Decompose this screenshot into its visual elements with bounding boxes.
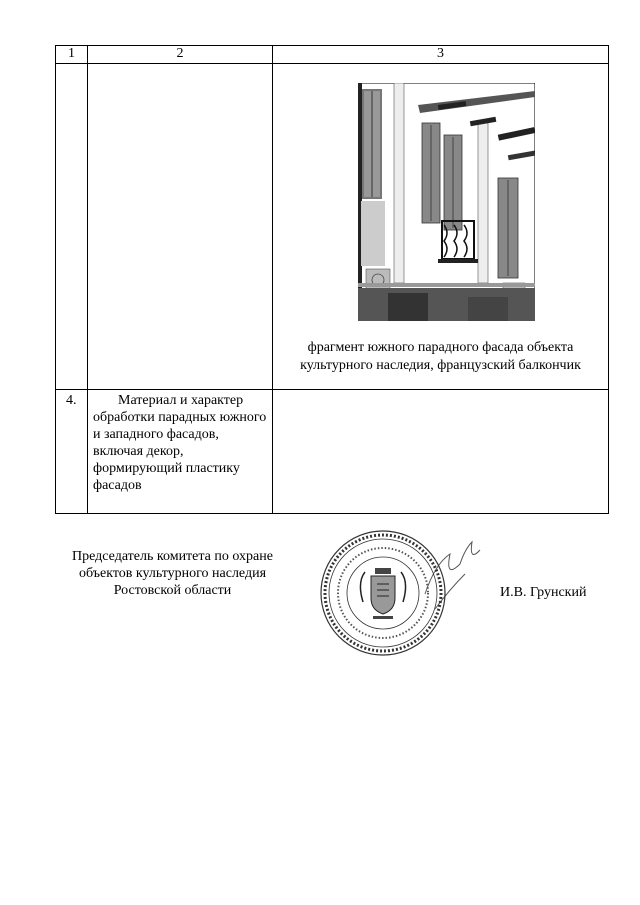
photo-cell [273,64,609,390]
signatory-title: Председатель комитета по охране объектов культурного наследия Ростовской области [72,549,273,598]
official-seal-stamp [315,524,487,662]
row-item: Материал и характер обработки парадных южного и западного фасадов, включая декор, формирующий пластику фасадов [88,390,273,514]
table-row [56,390,609,514]
signatory-name: И.В. Грунский [500,585,587,600]
row-number [56,64,88,390]
facade-balcony-photo [358,83,535,321]
table-row [56,64,609,390]
photo-caption: фрагмент южного парадного фасада объекта культурного наследия, французский балкончик [300,340,581,373]
header-col-2: 2 [88,46,273,64]
row-number: 4. [56,390,88,514]
table-header-row [56,46,609,64]
row-item [88,64,273,390]
row-description [273,390,609,514]
header-col-1: 1 [56,46,88,64]
header-col-3: 3 [273,46,609,64]
monument-subject-table [55,45,609,514]
